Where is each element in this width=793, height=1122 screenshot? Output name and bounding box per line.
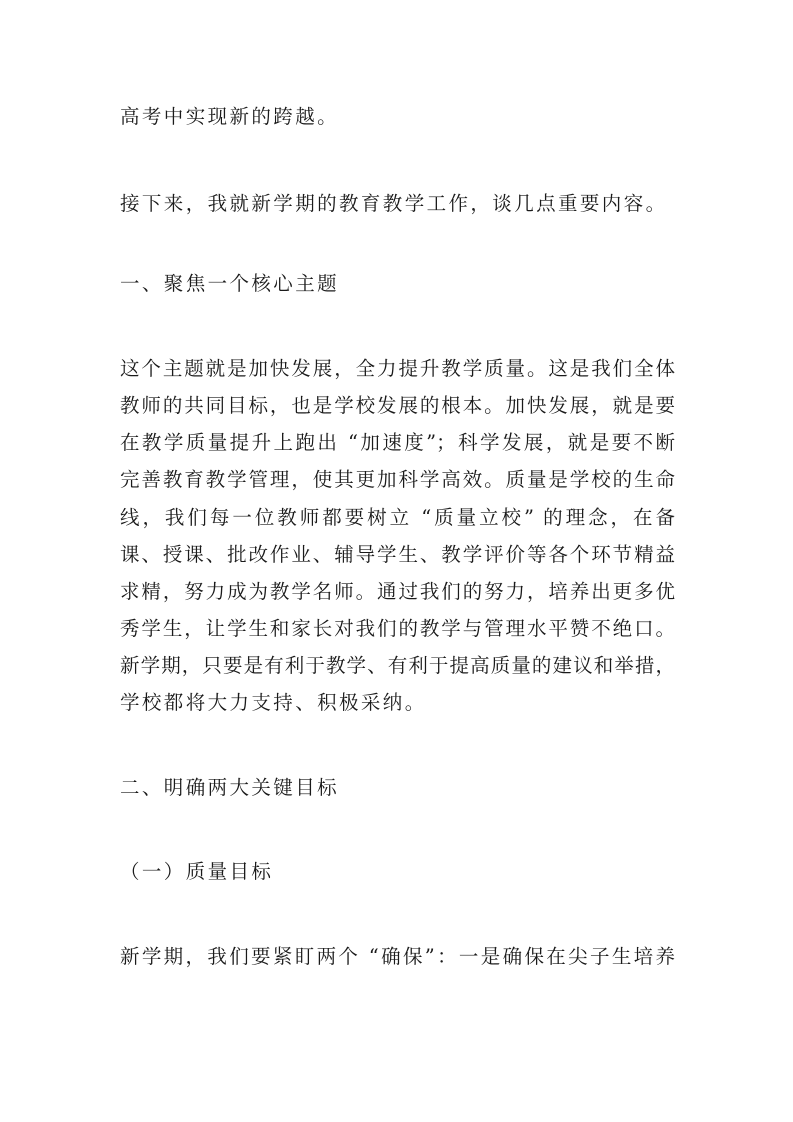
paragraph-line: 秀学生，让学生和家长对我们的教学与管理水平赞不绝口。 [120,617,675,640]
paragraph-line: 这个主题就是加快发展，全力提升教学质量。这是我们全体 [120,357,675,380]
paragraph-line: 线，我们每一位教师都要树立 “质量立校” 的理念，在备 [120,506,675,529]
paragraph-line: 学校都将大力支持、积极采纳。 [120,691,427,714]
section-heading: 一、聚焦一个核心主题 [120,272,340,295]
paragraph-line: 在教学质量提升上跑出 “加速度”；科学发展，就是要不断 [120,431,675,454]
paragraph-line: 新学期，只要是有利于教学、有利于提高质量的建议和举措， [120,654,675,677]
paragraph-line: 新学期，我们要紧盯两个 “确保”：一是确保在尖子生培养 [120,945,675,968]
paragraph-line: 完善教育教学管理，使其更加科学高效。质量是学校的生命 [120,468,675,491]
paragraph-line: 高考中实现新的跨越。 [120,105,340,128]
paragraph-line: 教师的共同目标，也是学校发展的根本。加快发展，就是要 [120,394,675,417]
paragraph-line: 接下来，我就新学期的教育教学工作，谈几点重要内容。 [120,192,668,215]
paragraph-line: 求精，努力成为教学名师。通过我们的努力，培养出更多优 [120,580,675,603]
subsection-heading: （一）质量目标 [120,860,274,883]
paragraph-line: 课、授课、批改作业、辅导学生、教学评价等各个环节精益 [120,543,675,566]
section-heading: 二、明确两大关键目标 [120,776,340,799]
